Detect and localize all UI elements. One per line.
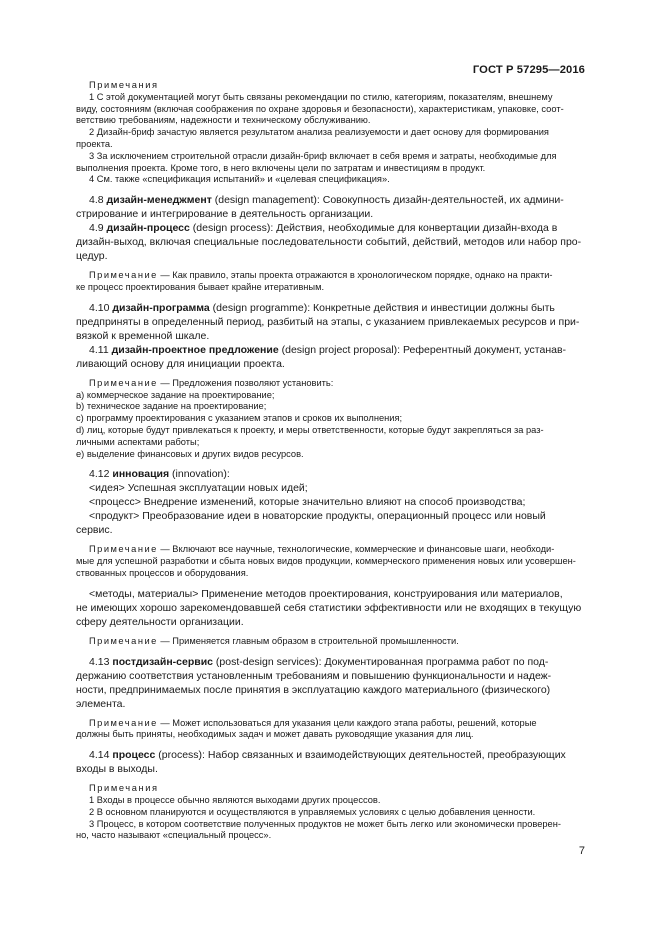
definition-line [89,301,582,315]
note-line: 2 В основном планируются и осуществляются в управляемых условиях с целью добавления ценности. [89,806,536,817]
definition-4-14 [76,748,582,776]
term: инновация [112,468,170,481]
definition-4-12-methods [76,587,582,629]
definition-line: элемента. [76,697,126,710]
note-text: — Как правило, этапы проекта отражаются в хронологическом порядке, однако на практи- [157,270,553,281]
note-line: мые для успешной разработки и сбыта новых видов продукции, коммерческого применения новых или усовершен- [76,556,576,567]
note-line: 3 За исключением строительной отрасли дизайн-бриф включает в себя время и затраты, необходимые для [89,150,557,161]
clause-number: 4.9 [89,222,107,235]
definition-text: (design management): Совокупность дизайн-деятельностей, их админи- [211,194,564,207]
term: дизайн-программа [112,301,210,314]
term: дизайн-проектное предложение [111,343,279,356]
definition-line: <идея> Успешная эксплуатации новых идей; [89,482,308,495]
note-line: но, часто называют «специальный процесс». [76,830,272,841]
clause-number: 4.12 [89,468,113,481]
definition-text: (process): Набор связанных и взаимодействующих деятельностей, преобразующих [155,749,566,762]
note-block-6 [76,717,582,742]
list-item: e) выделение финансовых и других видов ресурсов. [76,448,304,459]
note-title [89,80,582,92]
clause-number: 4.13 [89,655,113,668]
definition-line: держанию соответствия установленным требованиям и повышению функциональности и надеж- [76,669,552,682]
note-text: — Применяется главным образом в строительной промышленности. [157,635,459,646]
clause-number: 4.14 [89,749,113,762]
note-title-text: Примечания [89,783,159,794]
note-label: Примечание [89,377,158,388]
note-line: 3 Процесс, в котором соответствие полученных продуктов не может быть легко или экономически проверен- [89,818,561,829]
note-line: выполнения проекта. Кроме того, в него включены цели по затратам и инвестициям в продукт. [76,162,486,173]
note-label: Примечание [89,635,158,646]
note-line: ке процесс проектирования бывает крайне итеративным. [76,281,325,292]
note-block-5 [89,636,582,648]
note-line: 2 Дизайн-бриф зачастую является результатом анализа реализуемости и дает основу для формирования [89,127,549,138]
note-text: — Предложения позволяют установить: [157,377,334,388]
definition-4-10 [76,301,582,343]
term: постдизайн-сервис [112,655,213,668]
clause-number: 4.11 [89,343,112,356]
clause-number: 4.8 [89,194,107,207]
note-line: ствованных процессов и оборудования. [76,567,249,578]
definition-4-8 [76,193,582,221]
list-item: а) коммерческое задание на проектирование; [76,389,275,400]
definition-line [89,221,582,235]
definition-line: <методы, материалы> Применение методов проектирования, конструирования или материалов, [89,587,563,600]
definition-line: дизайн-выход, включая специальные последовательности событий, действий, методов или набор про- [76,236,582,249]
note-block-2 [76,270,582,294]
page-content [76,80,582,842]
term: дизайн-менеджмент [106,194,212,207]
note-block-7 [76,783,582,842]
page-number: 7 [578,845,585,857]
definition-line: входы в выходы. [76,763,158,776]
note-line [89,718,582,730]
list-item: c) программу проектирования с указанием этапов и сроков их выполнения; [76,413,403,424]
definition-text: (design process): Действия, необходимые для конвертации дизайн-входа в [189,222,558,235]
note-line: 1 С этой документацией могут быть связаны рекомендации по стилю, категориям, показателям, внешнему [89,91,553,102]
definition-line: сервис. [76,524,113,537]
note-line: ветствию требованиям, надежности и техническому обслуживанию. [76,115,371,126]
note-label: Примечание [89,270,158,281]
definition-line: ливающий основу для инициации проекта. [76,357,285,370]
term: процесс [112,749,156,762]
definition-text: (design project proposal): Референтный документ, устанав- [278,343,567,356]
note-line: виду, состояниям (включая соображения по охране здоровья и безопасности), характеристикам, упаковке, соот- [76,103,564,114]
note-line [89,636,582,648]
definition-line: <продукт> Преобразование идеи в новаторские продукты, операционный процесс или новый [89,510,546,523]
definition-line: ности, предпринимаемых после принятия в эксплуатацию каждого материального (физического) [76,683,551,696]
definition-line: сферу деятельности организации. [76,615,244,628]
note-line [89,544,582,556]
definition-line [89,655,582,669]
note-title-text: Примечания [89,80,159,90]
note-line: проекта. [76,138,113,149]
note-block-1 [76,80,582,186]
note-title [89,783,582,795]
note-line: должны быть приняты, необходимых задач и может давать руководящие указания для лиц. [76,729,474,740]
definition-4-11 [76,343,582,371]
term: дизайн-процесс [106,222,190,235]
definition-line: цедур. [76,250,108,263]
note-label: Примечание [89,544,158,555]
definition-4-12 [76,467,582,537]
note-line: 4 См. также «спецификация испытаний» и «целевая спецификация». [89,174,390,185]
definition-4-9 [76,221,582,263]
document-header: ГОСТ Р 57295—2016 [472,64,585,76]
note-block-3 [76,377,582,461]
definition-line [89,467,582,481]
note-block-4 [76,544,582,579]
definition-4-13 [76,655,582,711]
definition-line: не имеющих хорошо зарекомендовавшей себя статистики эффективности или не входящих в текущую [76,601,582,614]
definition-text: (design programme): Конкретные действия и инвестиции должны быть [209,301,555,314]
definition-line: вязкой к временной шкале. [76,329,210,342]
list-item: d) лиц, которые будут привлекаться к проекту, и меры ответственности, которые будут закрепляться за раз- [76,424,544,435]
definition-line [89,193,582,207]
note-text: — Может использоваться для указания цели каждого этапа работы, решений, которые [157,717,537,728]
definition-line [89,748,582,762]
definition-line: предприняты в определенный период, разбитый на этапы, с указанием привлекаемых ресурсов и при- [76,315,580,328]
list-item: личными аспектами работы; [76,436,200,447]
note-line [89,378,582,390]
list-item: b) техническое задание на проектирование; [76,401,267,412]
note-line [89,270,582,282]
note-label: Примечание [89,717,158,728]
definition-line: стрирование и интегрирование в деятельность организации. [76,208,374,221]
definition-text: (post-design services): Документированная программа работ по под- [213,655,549,668]
note-text: — Включают все научные, технологические, коммерческие и финансовые шаги, необходи- [157,544,555,555]
note-line: 1 Входы в процессе обычно являются выходами других процессов. [89,794,381,805]
definition-line [89,343,582,357]
clause-number: 4.10 [89,301,113,314]
definition-text: (innovation): [169,468,230,481]
definition-line: <процесс> Внедрение изменений, которые значительно влияют на способ производства; [89,496,526,509]
